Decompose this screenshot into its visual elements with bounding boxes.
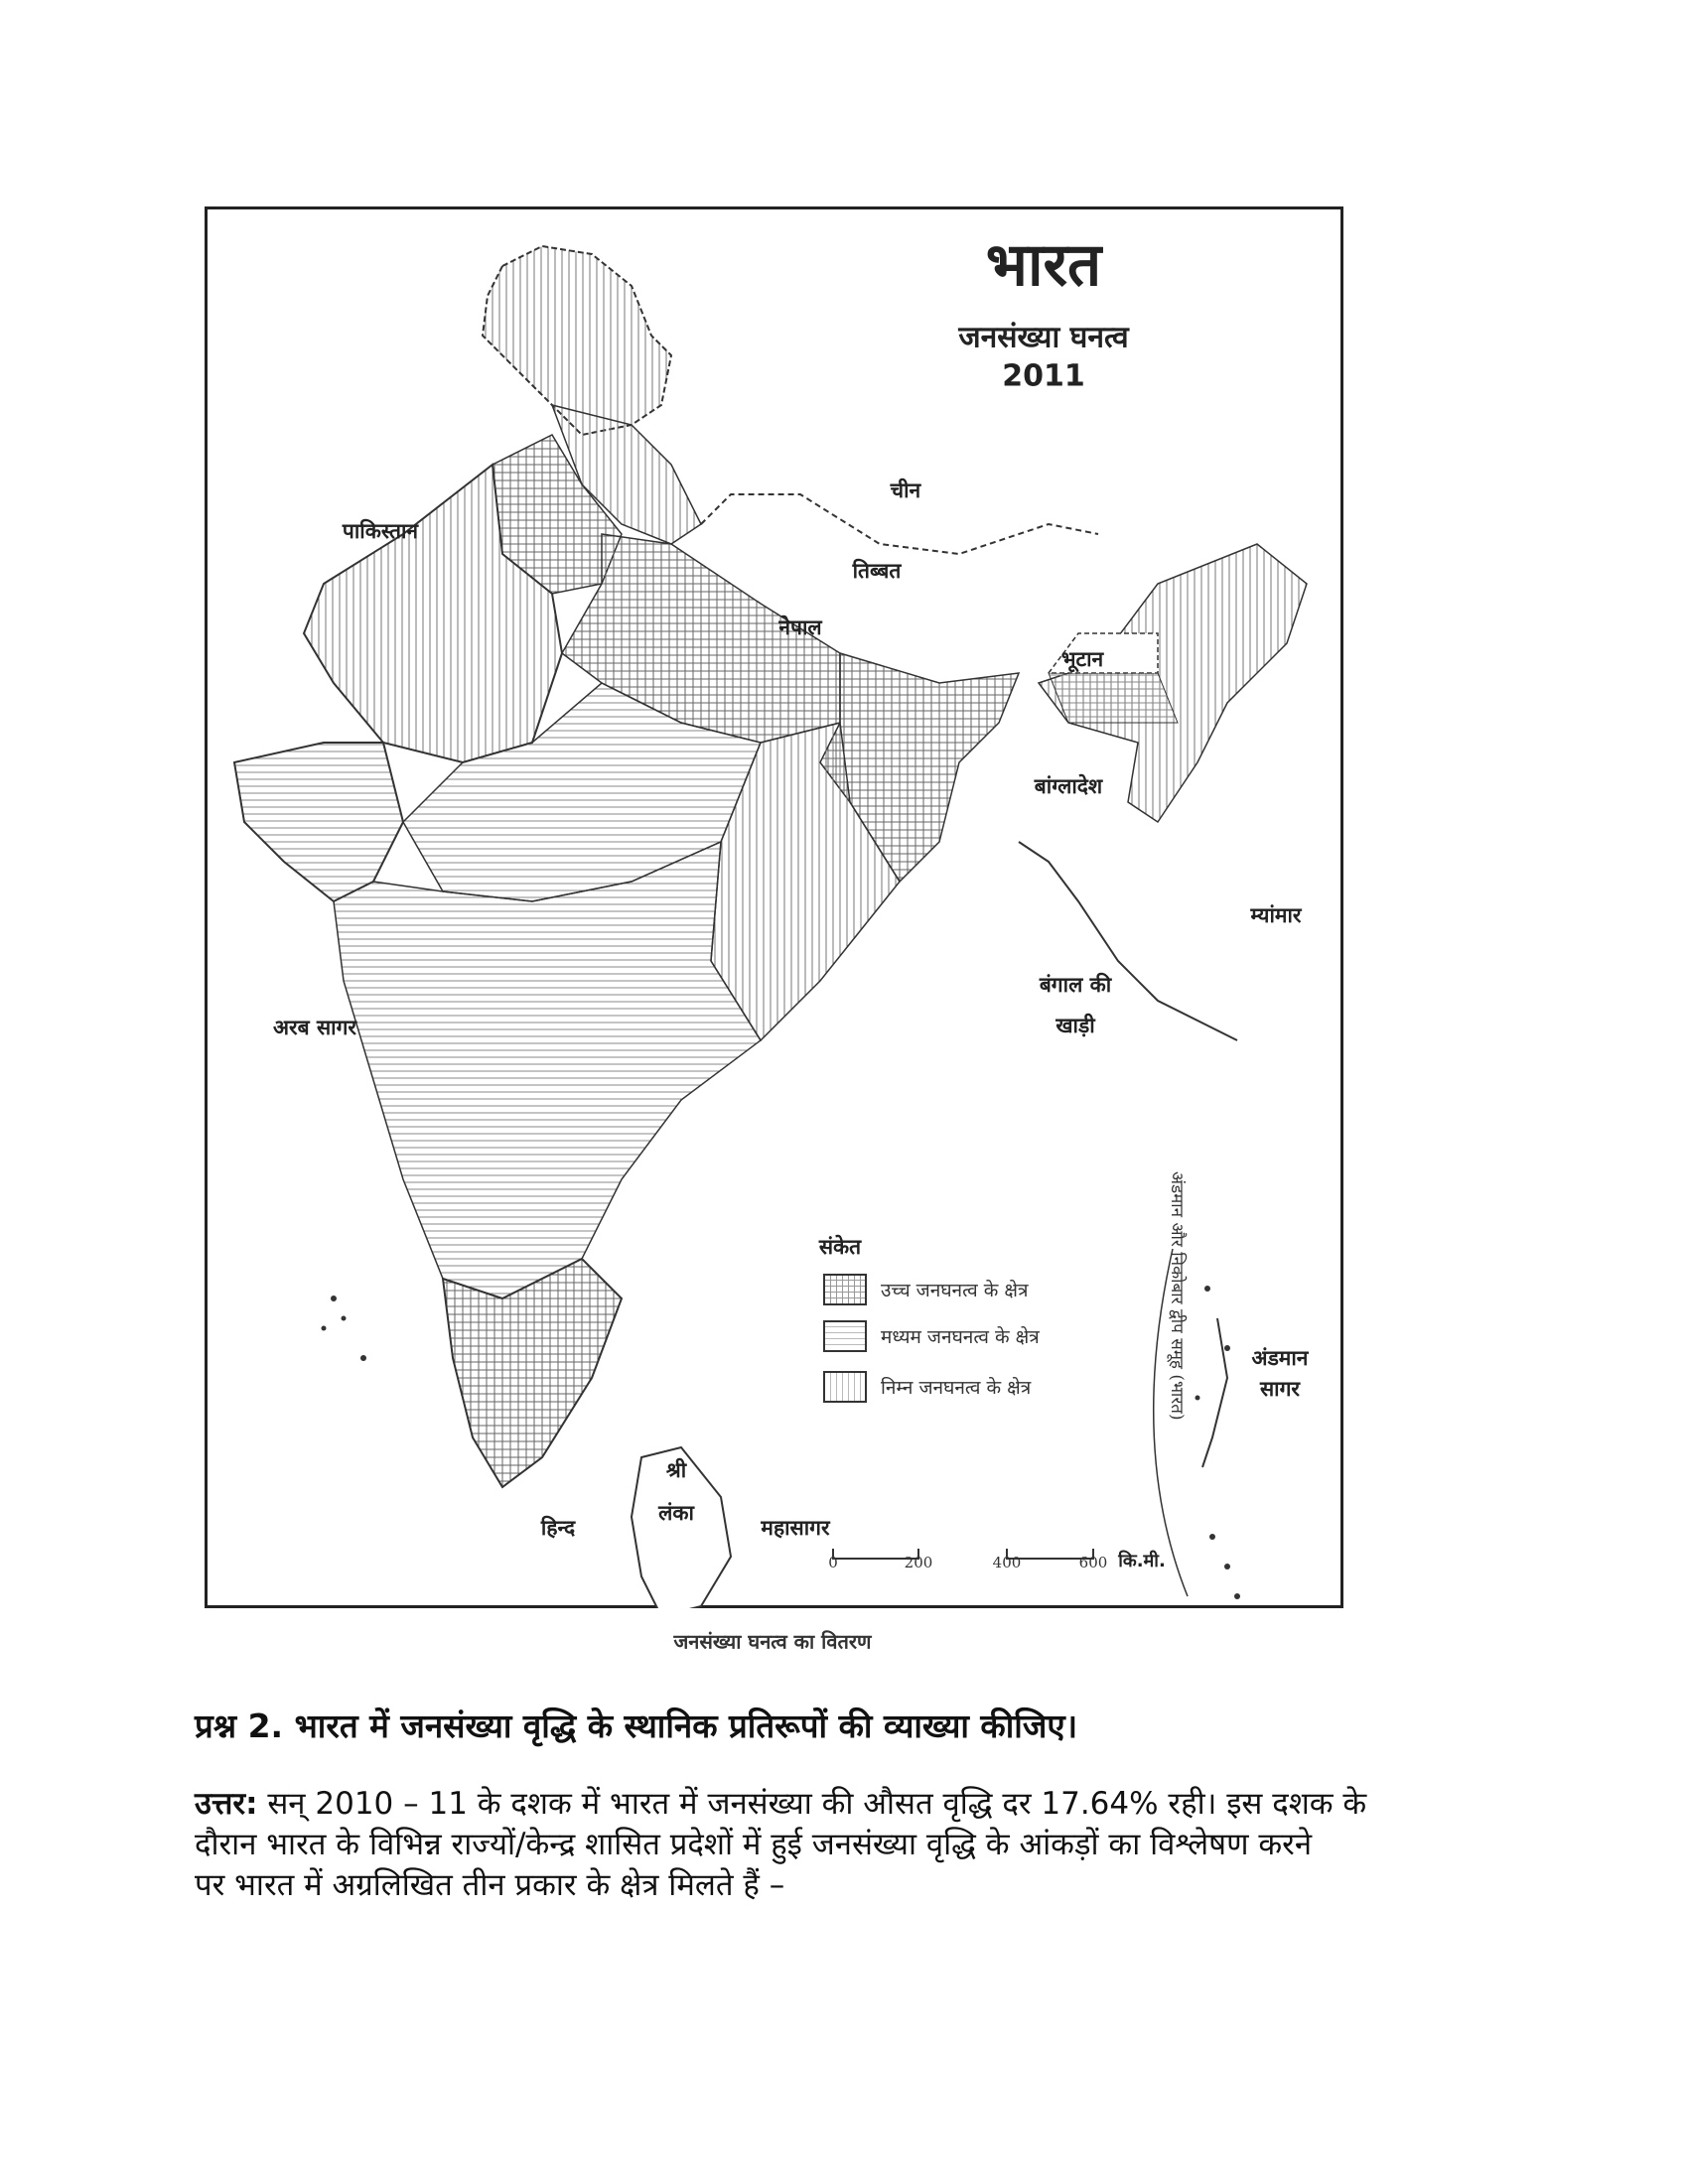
label-lanka: लंका xyxy=(658,1501,694,1525)
horizontal-hatch-swatch-icon xyxy=(823,1320,867,1352)
scale-tick-400: 400 xyxy=(992,1554,1022,1571)
label-andaman-islands: अंडमान और निकोबार द्वीप समूह (भारत) xyxy=(1167,1171,1187,1421)
label-bangladesh: बांग्लादेश xyxy=(1034,774,1103,798)
question-heading: प्रश्न 2. भारत में जनसंख्या वृद्धि के स्थानिक प्रतिरूपों की व्याख्या कीजिए। xyxy=(195,1706,1078,1745)
legend-item-medium xyxy=(823,1320,1040,1352)
vertical-hatch-swatch-icon xyxy=(823,1371,867,1403)
label-tibet: तिब्बत xyxy=(852,559,902,583)
map-year: 2011 xyxy=(1002,358,1085,394)
label-indian: हिन्द xyxy=(540,1516,576,1540)
scale-tick-0: 0 xyxy=(828,1554,838,1571)
label-bay-of-bengal-2: खाड़ी xyxy=(1055,1014,1095,1037)
legend-item-high xyxy=(823,1274,1028,1305)
label-andaman-sea-2: सागर xyxy=(1259,1377,1301,1401)
region-jammu-kashmir xyxy=(483,246,671,435)
scale-unit: कि.मी. xyxy=(1118,1551,1166,1571)
label-myanmar: म्यांमार xyxy=(1250,903,1302,927)
map-subtitle: जनसंख्या घनत्व xyxy=(958,320,1129,355)
legend-label: निम्न जनघनत्व के क्षेत्र xyxy=(881,1377,1032,1399)
answer-line-3: पर भारत में अग्रलिखित तीन प्रकार के क्षेत्र मिलते हैं – xyxy=(195,1867,785,1903)
scale-bar xyxy=(833,1549,1093,1559)
legend-label: उच्च जनघनत्व के क्षेत्र xyxy=(881,1280,1029,1301)
answer-text: सन् 2010 – 11 के दशक में भारत में जनसंख्या की औसत वृद्धि दर 17.64% रही। इस दशक के xyxy=(257,1786,1367,1822)
legend-title: संकेत xyxy=(818,1235,862,1259)
label-bhutan: भूटान xyxy=(1060,647,1104,671)
map-title: भारत xyxy=(985,230,1102,300)
answer-label: उत्तर: xyxy=(195,1786,258,1822)
label-ocean: महासागर xyxy=(761,1516,830,1540)
scale-tick-200: 200 xyxy=(904,1554,933,1571)
label-pakistan: पाकिस्तान xyxy=(342,519,419,543)
label-sri: श्री xyxy=(665,1458,687,1482)
label-china: चीन xyxy=(890,478,921,502)
answer-line-2: दौरान भारत के विभिन्न राज्यों/केन्द्र शासित प्रदेशों में हुई जनसंख्या वृद्धि के आंकड़ों का विश्लेषण करने xyxy=(195,1827,1313,1862)
legend-label: मध्यम जनघनत्व के क्षेत्र xyxy=(881,1326,1040,1348)
answer-paragraph xyxy=(195,1784,1525,1906)
legend-item-low xyxy=(823,1371,1031,1403)
label-nepal: नेपाल xyxy=(778,615,822,639)
map-caption: जनसंख्या घनत्व का वितरण xyxy=(673,1629,872,1654)
answer-line-1 xyxy=(195,1784,1525,1825)
myanmar-coast xyxy=(1019,842,1237,1040)
scale-tick-600: 600 xyxy=(1078,1554,1108,1571)
label-andaman-sea-1: अंडमान xyxy=(1251,1346,1309,1370)
crosshatch-swatch-icon xyxy=(823,1274,867,1305)
label-arabian-sea: अरब सागर xyxy=(273,1016,356,1039)
label-bay-of-bengal-1: बंगाल की xyxy=(1039,973,1112,997)
